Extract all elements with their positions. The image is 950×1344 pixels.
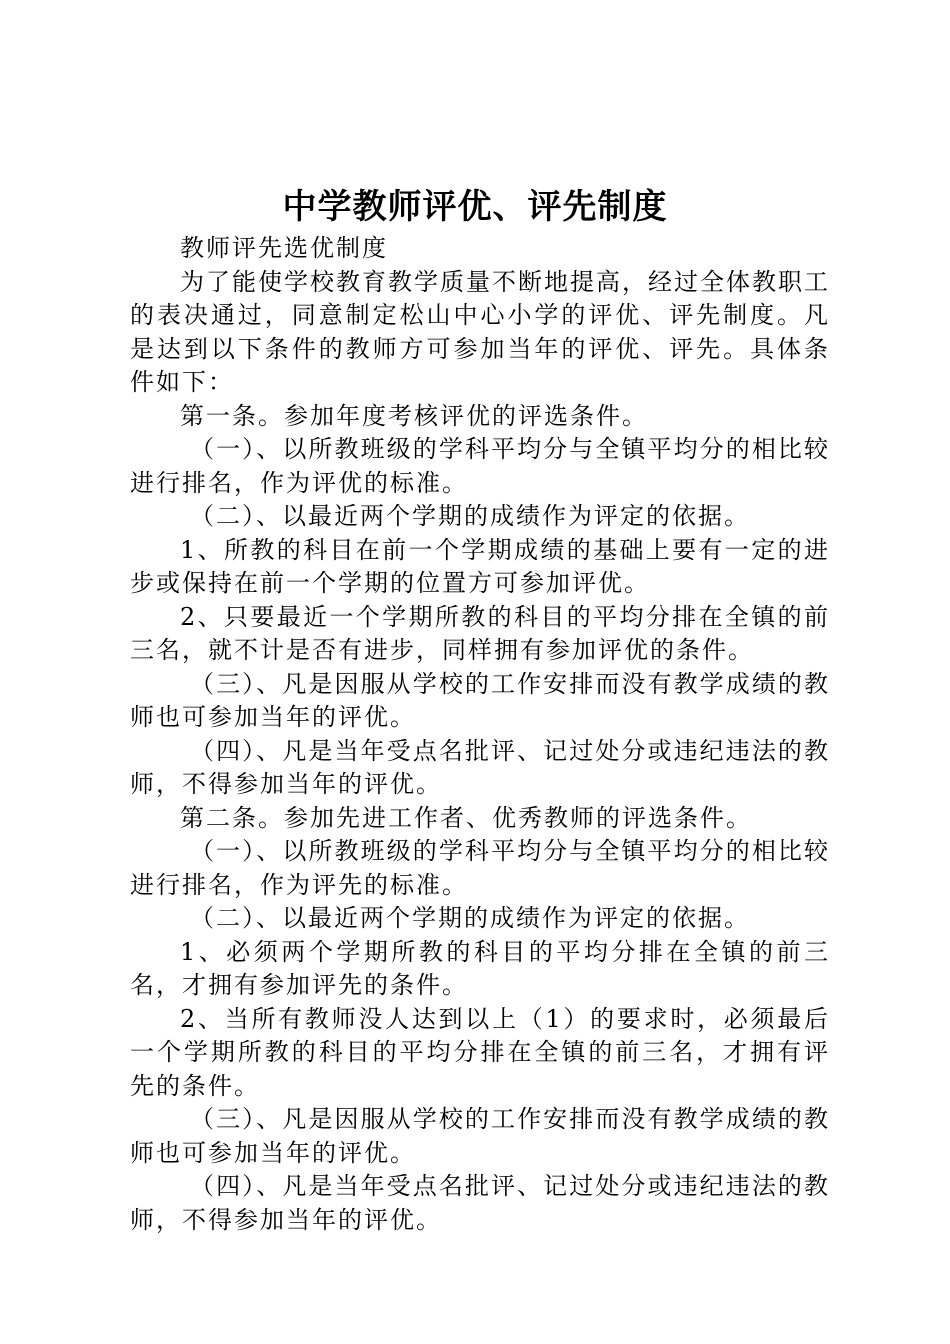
paragraph-article-1-item-3: （三）、凡是因服从学校的工作安排而没有教学成绩的教师也可参加当年的评优。 xyxy=(130,669,830,731)
paragraph-article-2-item-2: （二）、以最近两个学期的成绩作为评定的依据。 xyxy=(190,904,750,932)
paragraph-article-2: 第二条。参加先进工作者、优秀教师的评选条件。 xyxy=(180,803,752,832)
paragraph-article-2-sub-1: 1、必须两个学期所教的科目的平均分排在全镇的前三名，才拥有参加评先的条件。 xyxy=(130,937,830,999)
paragraph-intro: 为了能使学校教育教学质量不断地提高，经过全体教职工的表决通过，同意制定松山中心小学的评优、评先制度。凡是达到以下条件的教师方可参加当年的评优、评先。具体条件如下： xyxy=(130,267,830,396)
paragraph-article-1-sub-2: 2、只要最近一个学期所教的科目的平均分排在全镇的前三名，就不计是否有进步，同样拥有参加评优的条件。 xyxy=(130,602,830,664)
paragraph-article-2-item-1: （一）、以所教班级的学科平均分与全镇平均分的相比较进行排名，作为评先的标准。 xyxy=(130,837,830,899)
paragraph-article-2-sub-2: 2、当所有教师没人达到以上（1）的要求时，必须最后一个学期所教的科目的平均分排在全镇的前三名，才拥有评先的条件。 xyxy=(130,1004,830,1100)
paragraph-article-2-item-4: （四）、凡是当年受点名批评、记过处分或违纪违法的教师，不得参加当年的评优。 xyxy=(130,1172,830,1234)
document-title: 中学教师评优、评先制度 xyxy=(282,187,668,227)
document-body xyxy=(130,232,830,1237)
paragraph-article-2-item-3: （三）、凡是因服从学校的工作安排而没有教学成绩的教师也可参加当年的评优。 xyxy=(130,1105,830,1167)
paragraph-subtitle: 教师评先选优制度 xyxy=(180,234,388,262)
paragraph-article-1-item-2: （二）、以最近两个学期的成绩作为评定的依据。 xyxy=(190,502,750,530)
paragraph-article-1: 第一条。参加年度考核评优的评选条件。 xyxy=(180,401,648,430)
paragraph-article-1-sub-1: 1、所教的科目在前一个学期成绩的基础上要有一定的进步或保持在前一个学期的位置方可参加评优。 xyxy=(130,535,830,597)
paragraph-article-1-item-1: （一）、以所教班级的学科平均分与全镇平均分的相比较进行排名，作为评优的标准。 xyxy=(130,435,830,497)
paragraph-article-1-item-4: （四）、凡是当年受点名批评、记过处分或违纪违法的教师，不得参加当年的评优。 xyxy=(130,736,830,798)
